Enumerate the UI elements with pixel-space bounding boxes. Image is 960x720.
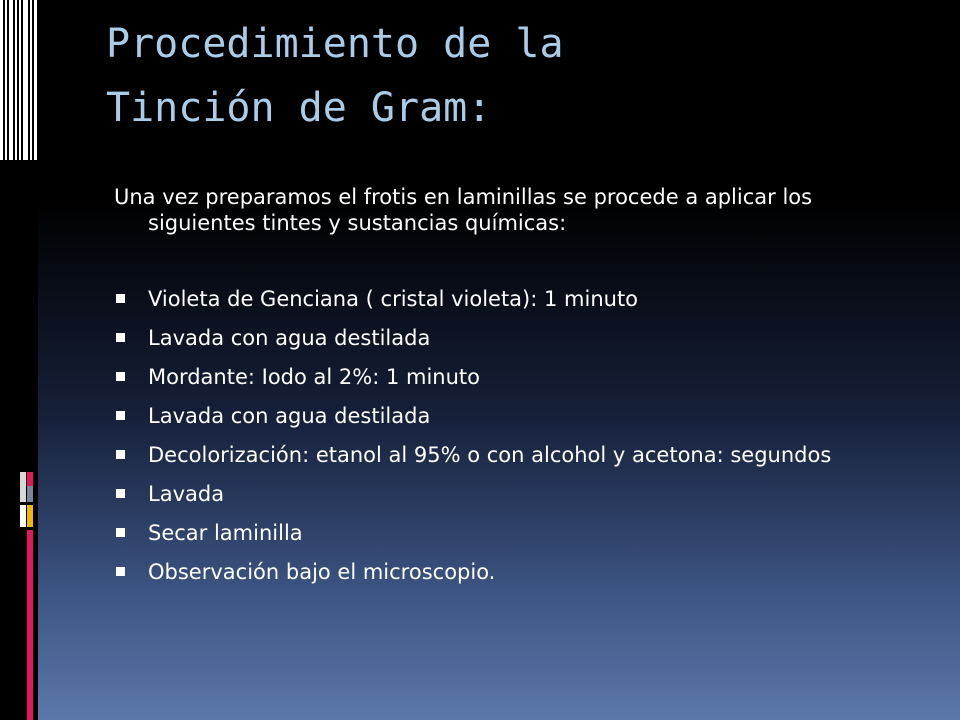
- steps-list: [114, 286, 914, 585]
- list-item-text: Observación bajo el microscopio.: [148, 560, 496, 584]
- stripe: [34, 0, 37, 160]
- slide-title-line-2: Tinción de Gram:: [106, 85, 492, 131]
- decorative-stripes-top: [0, 0, 38, 160]
- stripe: [5, 0, 7, 160]
- square-bullet-icon: [116, 294, 125, 303]
- stripe: [23, 0, 28, 160]
- list-item-text: Decolorización: etanol al 95% o con alcohol y acetona: segundos: [148, 443, 832, 467]
- stripe: [15, 0, 17, 160]
- square-bullet-icon: [116, 450, 125, 459]
- stripe-yellow: [27, 505, 33, 527]
- list-item: [114, 403, 914, 429]
- square-bullet-icon: [116, 333, 125, 342]
- intro-text: Una vez preparamos el frotis en laminillas se procede a aplicar los siguientes tintes y sustancias químicas:: [114, 185, 813, 235]
- stripe-slate: [27, 486, 33, 502]
- square-bullet-icon: [116, 411, 125, 420]
- stripe-magenta-long: [27, 530, 33, 720]
- list-item-text: Lavada con agua destilada: [148, 326, 431, 350]
- stripe: [19, 0, 21, 160]
- decorative-stripes-bottom: [20, 472, 38, 720]
- square-bullet-icon: [116, 489, 125, 498]
- stripe-magenta: [27, 472, 33, 486]
- list-item-text: Secar laminilla: [148, 521, 303, 545]
- list-item-text: Violeta de Genciana ( cristal violeta): 1 minuto: [148, 287, 639, 311]
- square-bullet-icon: [116, 372, 125, 381]
- square-bullet-icon: [116, 528, 125, 537]
- list-item: [114, 520, 914, 546]
- list-item-text: Mordante: Iodo al 2%: 1 minuto: [148, 365, 481, 389]
- stripe: [0, 0, 3, 160]
- stripe-light: [20, 472, 26, 502]
- list-item: [114, 286, 914, 312]
- stripe: [30, 0, 32, 160]
- list-item: [114, 325, 914, 351]
- stripe-white: [20, 505, 26, 527]
- list-item: [114, 442, 914, 468]
- list-item: [114, 364, 914, 390]
- square-bullet-icon: [116, 567, 125, 576]
- stripe: [9, 0, 13, 160]
- slide-body: [114, 184, 914, 598]
- list-item: [114, 559, 914, 585]
- slide-title: [106, 12, 926, 140]
- slide-title-line-1: Procedimiento de la: [106, 21, 564, 67]
- list-item-text: Lavada con agua destilada: [148, 404, 431, 428]
- list-item-text: Lavada: [148, 482, 225, 506]
- list-item: [114, 481, 914, 507]
